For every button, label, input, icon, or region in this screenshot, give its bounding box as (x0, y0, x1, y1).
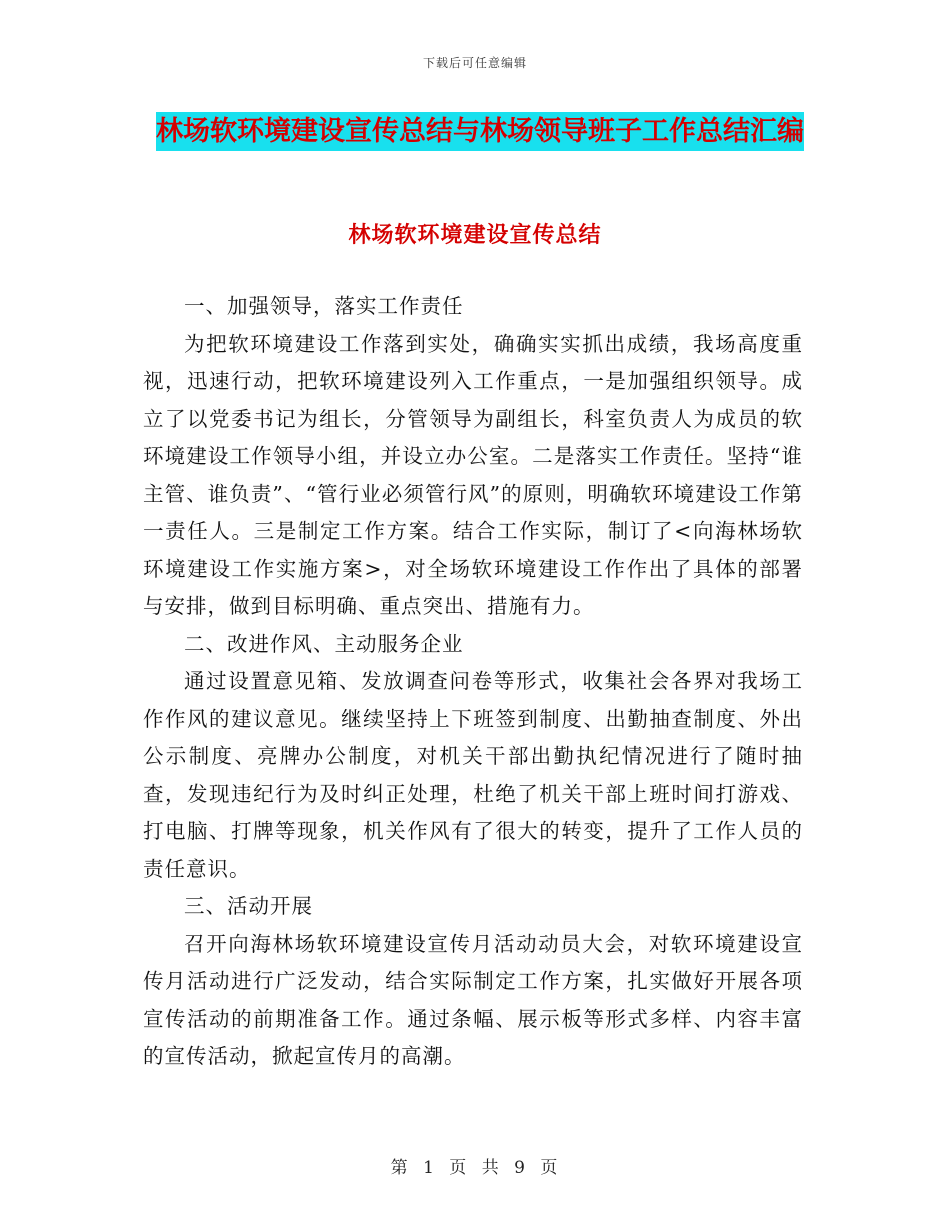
heading-improve-style: 二、改进作风、主动服务企业 (184, 631, 464, 656)
paragraph-improve-style: 通过设置意见箱、发放调查问卷等形式，收集社会各界对我场工作作风的建议意见。继续坚持上下班签到制度、出勤抽查制度、外出公示制度、亮牌办公制度，对机关干部出勤执纪情况进行了随时抽查，发现违纪行为及时纠正处理，杜绝了机关干部上班时间打游戏、打电脑、打牌等现象，机关作风有了很大的转变，提升了工作人员的责任意识。 (143, 669, 803, 881)
heading-activities: 三、活动开展 (184, 894, 313, 918)
paragraph-leadership: 为把软环境建设工作落到实处，确确实实抓出成绩，我场高度重视，迅速行动，把软环境建设列入工作重点，一是加强组织领导。成立了以党委书记为组长，分管领导为副组长，科室负责人为成员的软环境建设工作领导小组，并设立办公室。二是落实工作责任。坚持“谁主管、谁负责”、“管行业必须管行风”的原则，明确软环境建设工作第一责任人。三是制定工作方案。结合工作实际，制订了<向海林场软环境建设工作实施方案>，对全场软环境建设工作作出了具体的部署与安排，做到目标明确、重点突出、措施有力。 (143, 331, 803, 618)
document-title-text: 林场软环境建设宣传总结与林场领导班子工作总结汇编 (156, 112, 804, 151)
paragraph-activities: 召开向海林场软环境建设宣传月活动动员大会，对软环境建设宣传月活动进行广泛发动，结合实际制定工作方案，扎实做好开展各项宣传活动的前期准备工作。通过条幅、展示板等形式多样、内容丰富的宣传活动，掀起宣传月的高潮。 (143, 931, 803, 1068)
page-number-footer: 第 1 页 共 9 页 (390, 1158, 560, 1178)
header-note: 下载后可任意编辑 (422, 56, 527, 70)
document-body (143, 288, 803, 1076)
heading-strengthen-leadership: 一、加强领导，落实工作责任 (184, 294, 464, 318)
section-title: 林场软环境建设宣传总结 (348, 223, 602, 248)
document-title (150, 108, 810, 156)
